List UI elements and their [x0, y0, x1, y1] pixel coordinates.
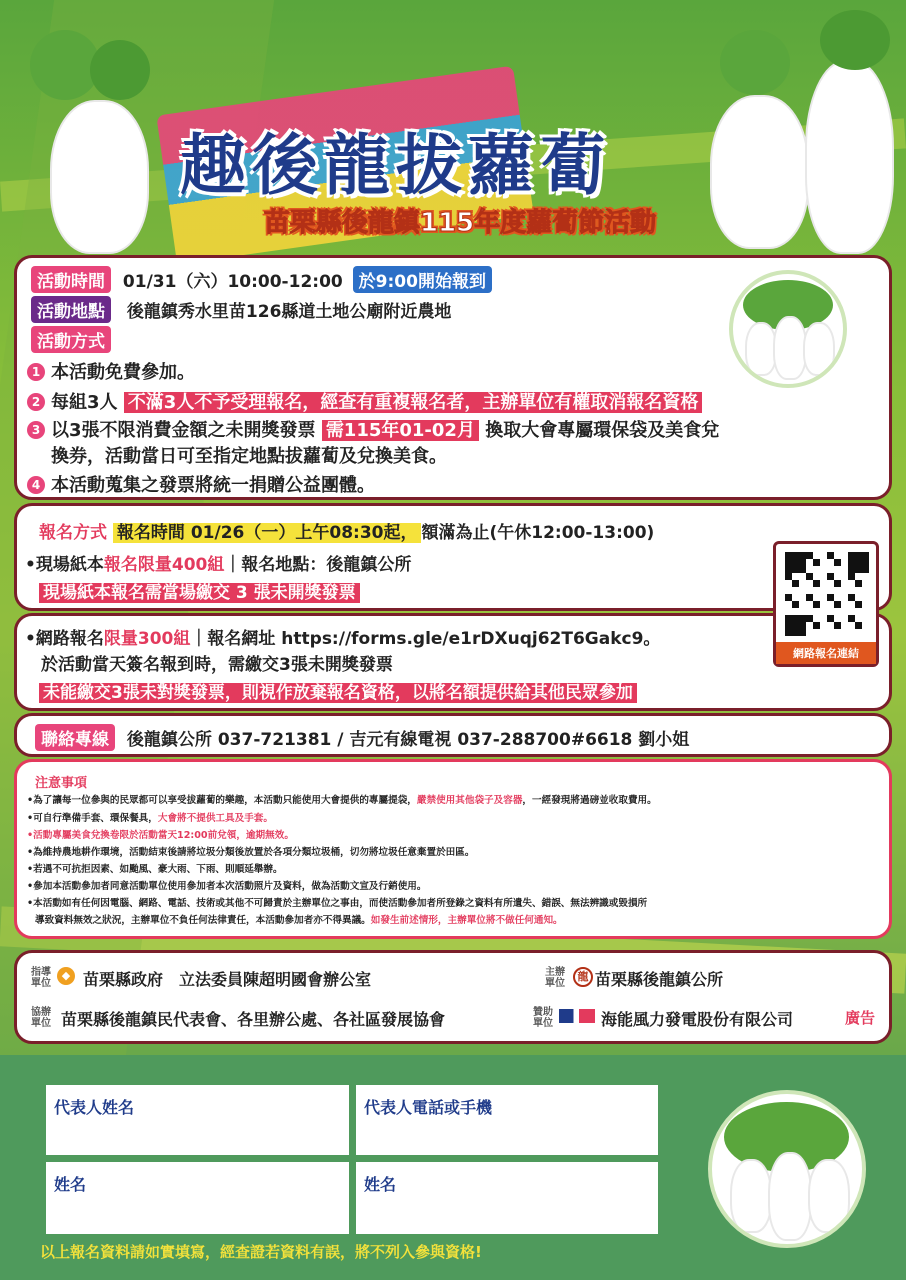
page-subtitle: 苗栗縣後龍鎮115年度蘿蔔節活動 [263, 208, 657, 238]
rep-name-label: 代表人姓名 [54, 1098, 135, 1117]
number-2-icon: 2 [27, 393, 45, 411]
number-1-icon: 1 [27, 363, 45, 381]
online-registration-panel [14, 613, 892, 711]
checkin-note: 於9:00開始報到 [353, 266, 492, 293]
note-5: •若遇不可抗拒因素、如颱風、豪大雨、下雨、則順延舉辦。 [27, 864, 283, 875]
notes-title: 注意事項 [35, 776, 88, 791]
name-field-1[interactable] [46, 1162, 349, 1234]
online-a: •網路報名 [25, 629, 104, 649]
rule-3-b: 需115年01-02月 [322, 420, 479, 441]
online-note: 未能繳交3張未對獎發票，則視作放棄報名資格，以將名額提供給其他民眾參加 [39, 683, 637, 703]
note-8-a: 導致資料無效之狀況，主辦單位不負任何法律責任，本活動參加者亦不得異議。 [35, 915, 371, 926]
support-value: 海能風力發電股份有限公司 [601, 1010, 794, 1029]
note-7: •本活動如有任何因電腦、網路、電話、技術或其他不可歸責於主辦單位之事由，而使活動參加者所登錄之資料有所遺失、錯誤、無法辨識或毀損所 [27, 898, 648, 909]
registration-panel [14, 503, 892, 611]
note-1-a: •為了讓每一位參與的民眾都可以享受拔蘿蔔的樂趣，本活動只能使用大會提供的專屬提袋， [27, 795, 417, 806]
onsite-limit: 報名限量400組 [103, 555, 225, 575]
note-1-b: 嚴禁使用其他袋子及容器 [416, 795, 523, 806]
co-value: 苗栗縣後龍鎮民代表會、各里辦公處、各社區發展協會 [61, 1010, 446, 1029]
rule-3-c: 換取大會專屬環保袋及美食兌 [485, 420, 720, 441]
time-tag: 活動時間 [31, 266, 111, 293]
event-info-panel [14, 255, 892, 500]
note-8-b: 如發生前述情形，主辦單位將不做任何通知。 [370, 915, 563, 926]
rule-3-a: 以3張不限消費金額之未開獎發票 [51, 420, 316, 441]
contact-value: 後龍鎮公所 037-721381 / 吉元有線電視 037-288700#6618 劉小姐 [126, 730, 690, 750]
registration-qr-code[interactable] [773, 541, 879, 667]
name-field-2[interactable] [356, 1162, 658, 1234]
ad-label: 廣告 [845, 1009, 876, 1027]
rule-4: 本活動蒐集之發票將統一捐贈公益團體。 [51, 475, 375, 496]
online-c: 於活動當天簽名報到時，需繳交3張未開獎發票 [41, 655, 393, 675]
qr-pattern [785, 552, 869, 636]
name-label-1: 姓名 [54, 1175, 87, 1194]
note-2-a: •可自行準備手套、環保餐具， [27, 813, 158, 824]
online-limit: 限量300組 [103, 629, 191, 649]
note-1-c: ，一經發現將過磅並收取費用。 [522, 795, 657, 806]
rep-name-field[interactable] [46, 1085, 349, 1155]
online-link[interactable]: ｜報名網址 https://forms.gle/e1rDXuqj62T6Gakc9。 [190, 629, 661, 649]
rep-phone-field[interactable] [356, 1085, 658, 1155]
host-value: 苗栗縣後龍鎮公所 [595, 970, 724, 989]
note-6: •參加本活動參加者同意活動單位使用參加者本次活動照片及資料，做為活動文宣及行銷使用。 [27, 881, 427, 892]
radish-circle-illustration [729, 270, 847, 388]
formosa-logo-icon [559, 1009, 595, 1023]
place-tag: 活動地點 [31, 296, 111, 323]
county-logo-icon: ◆ [57, 967, 75, 985]
township-seal-icon: 龍 [573, 967, 593, 987]
note-4: •為維持農地耕作環境，活動結束後請將垃圾分類後放置於各項分類垃圾桶，切勿將垃圾任意棄置於田區。 [27, 847, 475, 858]
rep-phone-label: 代表人電話或手機 [364, 1098, 493, 1117]
rule-3-d: 換券，活動當日可至指定地點拔蘿蔔及兌換美食。 [51, 446, 447, 467]
radish-circle-bottom-illustration [708, 1090, 866, 1248]
rule-1: 本活動免費參加。 [51, 362, 195, 383]
contact-panel [14, 713, 892, 757]
onsite-b: ｜報名地點：後龍鎮公所 [224, 555, 412, 575]
name-label-2: 姓名 [364, 1175, 397, 1194]
co-label: 協辦單位 [31, 1007, 51, 1029]
register-time-label: 報名時間 01/26（一）上午08:30起， [113, 523, 422, 543]
note-2-b: 大會將不提供工具及手套。 [157, 813, 273, 824]
guide-value: 苗栗縣政府 立法委員陳超明國會辦公室 [83, 970, 372, 989]
contact-tag: 聯絡專線 [35, 724, 115, 751]
sponsors-panel [14, 950, 892, 1044]
register-method-label: 報名方式 [39, 523, 107, 543]
number-3-icon: 3 [27, 421, 45, 439]
rule-2-b: 不滿3人不予受理報名，經查有重複報名者，主辦單位有權取消報名資格 [124, 392, 703, 413]
number-4-icon: 4 [27, 476, 45, 494]
note-3: •活動專屬美食兌換卷限於活動當天12:00前兌領，逾期無效。 [27, 830, 294, 841]
form-footnote: 以上報名資料請如實填寫，經查證若資料有誤，將不列入參與資格! [40, 1243, 482, 1261]
event-place: 後龍鎮秀水里苗126縣道土地公廟附近農地 [126, 302, 452, 322]
qr-label: 網路報名連結 [776, 642, 876, 664]
radish-left-illustration [50, 100, 149, 254]
method-tag: 活動方式 [31, 326, 111, 353]
notes-panel [14, 759, 892, 939]
onsite-note: 現場紙本報名需當場繳交 3 張未開獎發票 [39, 583, 360, 603]
event-time: 01/31（六）10:00-12:00 [122, 272, 343, 292]
rule-2-a: 每組3人 [51, 392, 118, 413]
host-label: 主辦單位 [545, 967, 565, 989]
page-title: 趣後龍拔蘿蔔 [180, 127, 612, 204]
guide-label: 指導單位 [31, 967, 51, 989]
register-time-rest: 額滿為止(午休12:00-13:00) [421, 523, 655, 543]
support-label: 贊助單位 [533, 1007, 553, 1029]
onsite-a: •現場紙本 [25, 555, 104, 575]
